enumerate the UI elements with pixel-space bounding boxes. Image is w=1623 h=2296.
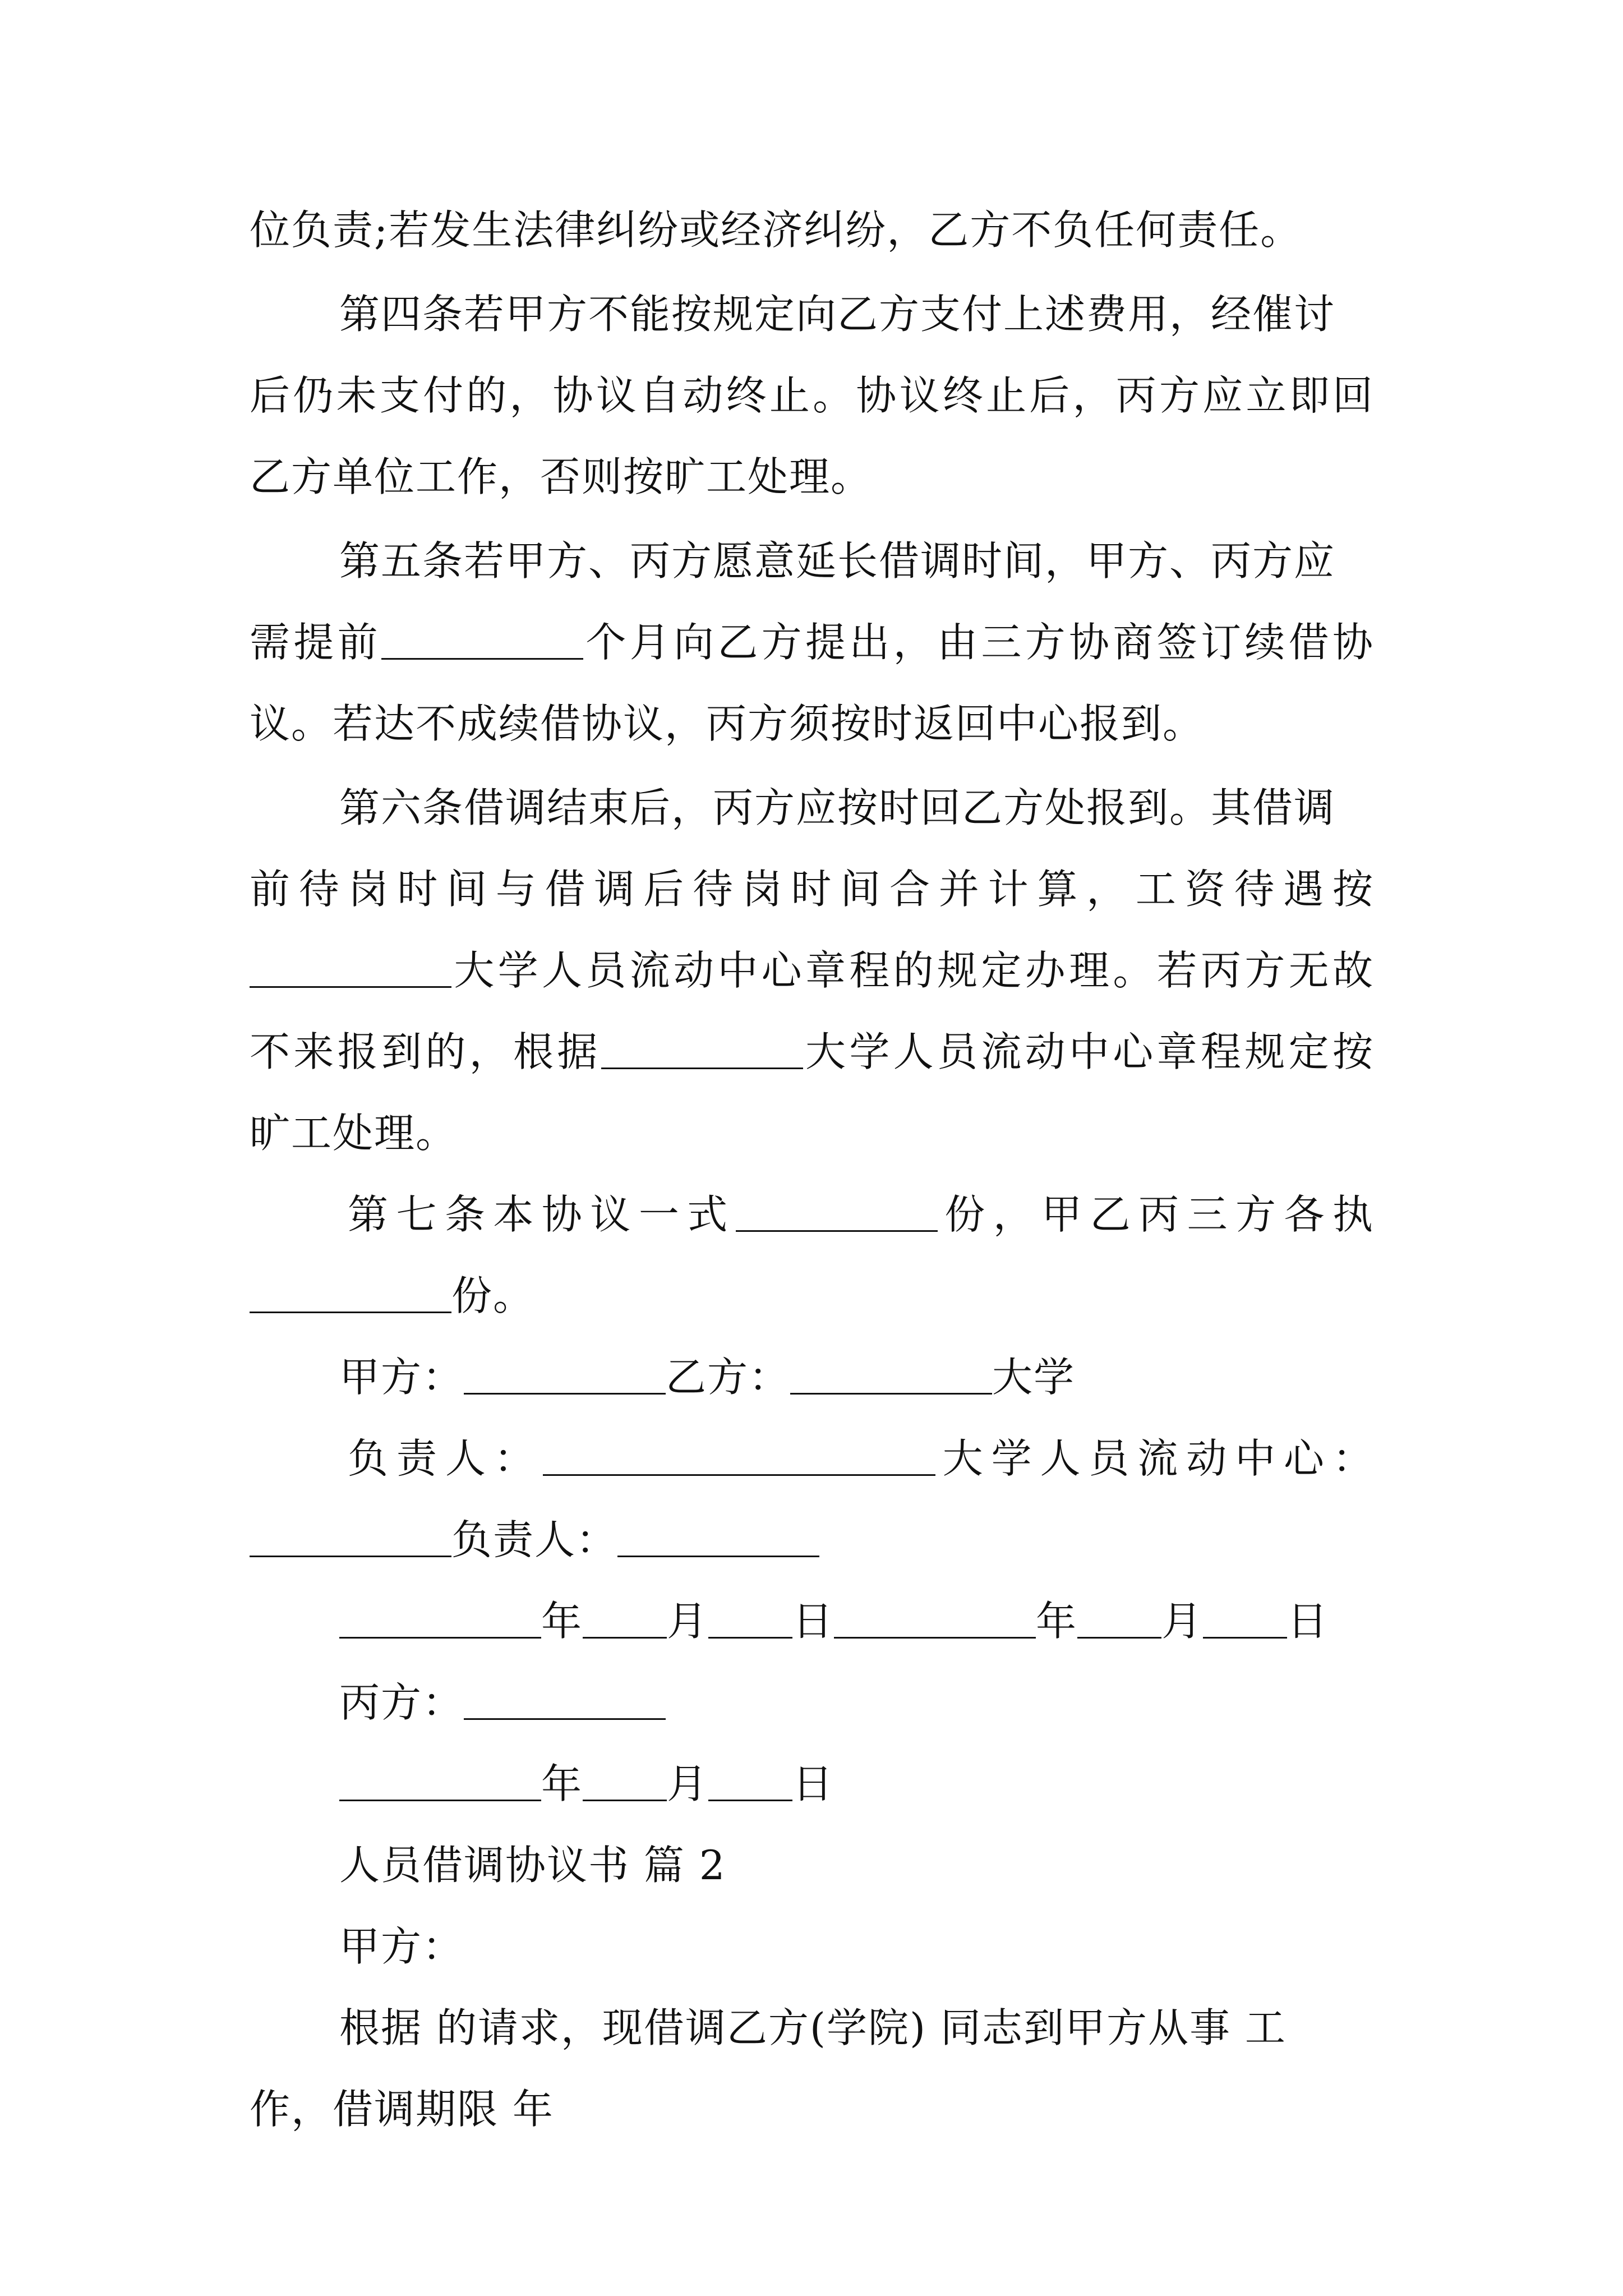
day-blank <box>708 1596 792 1639</box>
party-b-blank <box>790 1352 992 1395</box>
fill-in-blank <box>381 618 583 660</box>
text-line <box>250 611 1374 673</box>
text-line: 乙方单位工作，否则按旷工处理。 <box>250 453 873 500</box>
year-label: 年 <box>541 1598 583 1645</box>
year-label: 年 <box>541 1760 583 1807</box>
text-line <box>250 1265 534 1327</box>
text-segment: 不来报到的，根据 <box>250 1028 601 1075</box>
fill-in-blank <box>250 946 451 988</box>
text-segment: 大学人员流动中心： <box>935 1435 1374 1482</box>
party-a-line <box>339 1346 1075 1408</box>
party-c-label: 丙方： <box>339 1679 464 1726</box>
text-line <box>250 1509 819 1571</box>
day-label: 日 <box>1287 1598 1329 1645</box>
day-label: 日 <box>792 1598 834 1645</box>
party-c-blank <box>464 1678 666 1720</box>
fill-in-blank <box>250 1515 451 1557</box>
text-line: 后仍未支付的，协议自动终止。协议终止后，丙方应立即回 <box>250 372 1374 419</box>
day-blank <box>708 1759 792 1801</box>
party-a-blank <box>464 1352 666 1395</box>
party-a-label: 甲方： <box>339 1923 464 1970</box>
text-line: 根据 的请求，现借调乙方(学院) 同志到甲方从事 工 <box>339 2004 1287 2051</box>
date-line <box>339 1590 1329 1652</box>
year-label: 年 <box>1036 1598 1078 1645</box>
day-blank <box>1203 1596 1287 1639</box>
party-a-label: 甲方： <box>339 1354 464 1401</box>
responsible-label: 负责人： <box>348 1435 543 1482</box>
party-c-line <box>339 1672 666 1733</box>
text-segment: 大学 <box>992 1354 1076 1401</box>
date-line <box>339 1753 834 1815</box>
text-segment: 个月向乙方提出，由三方协商签订续借协 <box>583 619 1374 666</box>
responsible-label: 负责人： <box>451 1516 618 1563</box>
fill-in-blank <box>543 1434 935 1476</box>
year-blank <box>339 1759 541 1801</box>
year-blank <box>834 1596 1036 1639</box>
fill-in-blank <box>250 1271 451 1313</box>
text-segment: 份，甲乙丙三方各执 <box>937 1191 1374 1238</box>
text-line <box>250 940 1374 1001</box>
text-line: 议。若达不成续借协议，丙方须按时返回中心报到。 <box>250 700 1205 747</box>
text-segment: 需提前 <box>250 619 381 666</box>
month-blank <box>583 1759 667 1801</box>
text-segment: 大学人员流动中心章程规定按 <box>803 1028 1374 1075</box>
text-line: 前待岗时间与借调后待岗时间合并计算，工资待遇按 <box>250 866 1374 913</box>
text-segment: 份。 <box>451 1272 535 1319</box>
text-line: 位负责;若发生法律纠纷或经济纠纷，乙方不负任何责任。 <box>250 206 1302 254</box>
day-label: 日 <box>792 1760 834 1807</box>
month-blank <box>1077 1596 1161 1639</box>
fill-in-blank <box>617 1515 819 1557</box>
year-blank <box>339 1596 541 1639</box>
month-label: 月 <box>1161 1598 1204 1645</box>
article-5-line-1: 第五条若甲方、丙方愿意延长借调时间，甲方、丙方应 <box>339 537 1336 585</box>
text-line: 作，借调期限 年 <box>250 2086 554 2133</box>
fill-in-blank <box>736 1190 938 1232</box>
article-4-line-1: 第四条若甲方不能按规定向乙方支付上述费用，经催讨 <box>339 291 1336 338</box>
text-line: 旷工处理。 <box>250 1110 458 1157</box>
article-7-line-1 <box>348 1184 1374 1245</box>
month-blank <box>583 1596 667 1639</box>
party-b-label: 乙方： <box>666 1354 791 1401</box>
article-6-line-1: 第六条借调结束后，丙方应按时回乙方处报到。其借调 <box>339 784 1336 831</box>
fill-in-blank <box>601 1027 803 1069</box>
month-label: 月 <box>667 1598 709 1645</box>
text-line <box>250 1021 1374 1083</box>
month-label: 月 <box>667 1760 709 1807</box>
section-heading: 人员借调协议书 篇 2 <box>339 1842 726 1889</box>
text-segment: 第七条本协议一式 <box>348 1191 736 1238</box>
responsible-person-line <box>348 1428 1374 1489</box>
text-segment: 大学人员流动中心章程的规定办理。若丙方无故 <box>451 947 1374 994</box>
